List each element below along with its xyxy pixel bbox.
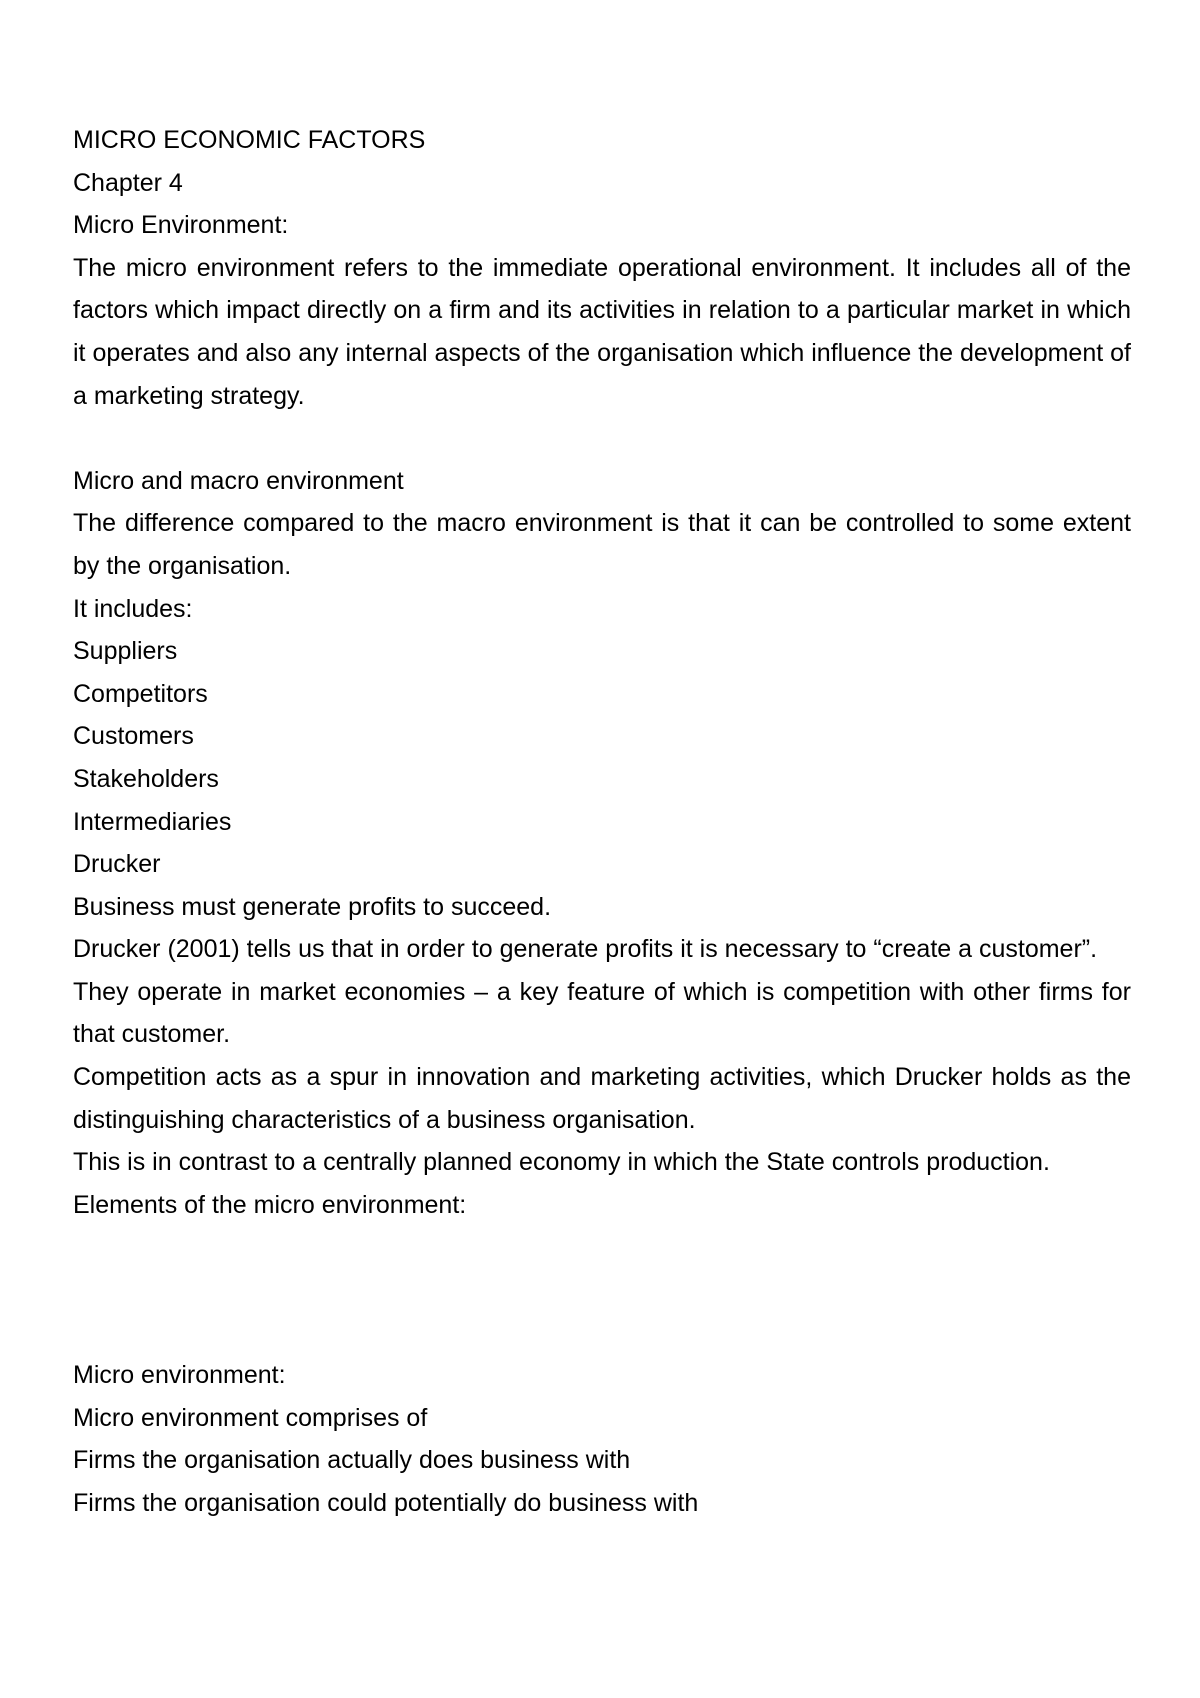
paragraph: This is in contrast to a centrally planned economy in which the State controls production. <box>73 1148 1050 1177</box>
document-page <box>73 119 1131 1525</box>
paragraph: The difference compared to the macro environment is that it can be controlled to some extent by the organisation. <box>73 509 1131 580</box>
chapter-label: Chapter 4 <box>73 168 183 197</box>
blank-line <box>73 417 1131 460</box>
paragraph: They operate in market economies – a key feature of which is competition with other firms for that customer. <box>73 977 1131 1049</box>
section-heading: Micro Environment: <box>73 211 289 240</box>
section-heading: Micro environment: <box>73 1361 286 1390</box>
document-title: MICRO ECONOMIC FACTORS <box>73 126 426 154</box>
paragraph-line: Firms the organisation could potentially do business with <box>73 1489 699 1518</box>
section-heading: Micro and macro environment <box>73 466 404 495</box>
list-item: Suppliers <box>73 637 178 666</box>
paragraph: The micro environment refers to the immediate operational environment. It includes all of the factors which impact directly on a firm and its activities in relation to a particular market in which it operates and also any internal aspects of the organisation which influence the development of a marketing strategy. <box>73 253 1131 410</box>
list-item: Customers <box>73 722 194 751</box>
list-item: Intermediaries <box>73 807 232 836</box>
paragraph-line: Firms the organisation actually does business with <box>73 1446 631 1475</box>
paragraph-line: Micro environment comprises of <box>73 1403 428 1432</box>
includes-label: It includes: <box>73 594 193 623</box>
section-heading: Drucker <box>73 850 161 879</box>
blank-space <box>73 1226 1131 1354</box>
paragraph: Drucker (2001) tells us that in order to generate profits it is necessary to “create a customer”. <box>73 935 1098 964</box>
elements-label: Elements of the micro environment: <box>73 1190 467 1219</box>
list-item: Stakeholders <box>73 764 219 793</box>
list-item: Competitors <box>73 679 208 708</box>
paragraph: Competition acts as a spur in innovation and marketing activities, which Drucker holds as the distinguishing characteristics of a business organisation. <box>73 1063 1131 1134</box>
paragraph: Business must generate profits to succeed. <box>73 892 552 921</box>
